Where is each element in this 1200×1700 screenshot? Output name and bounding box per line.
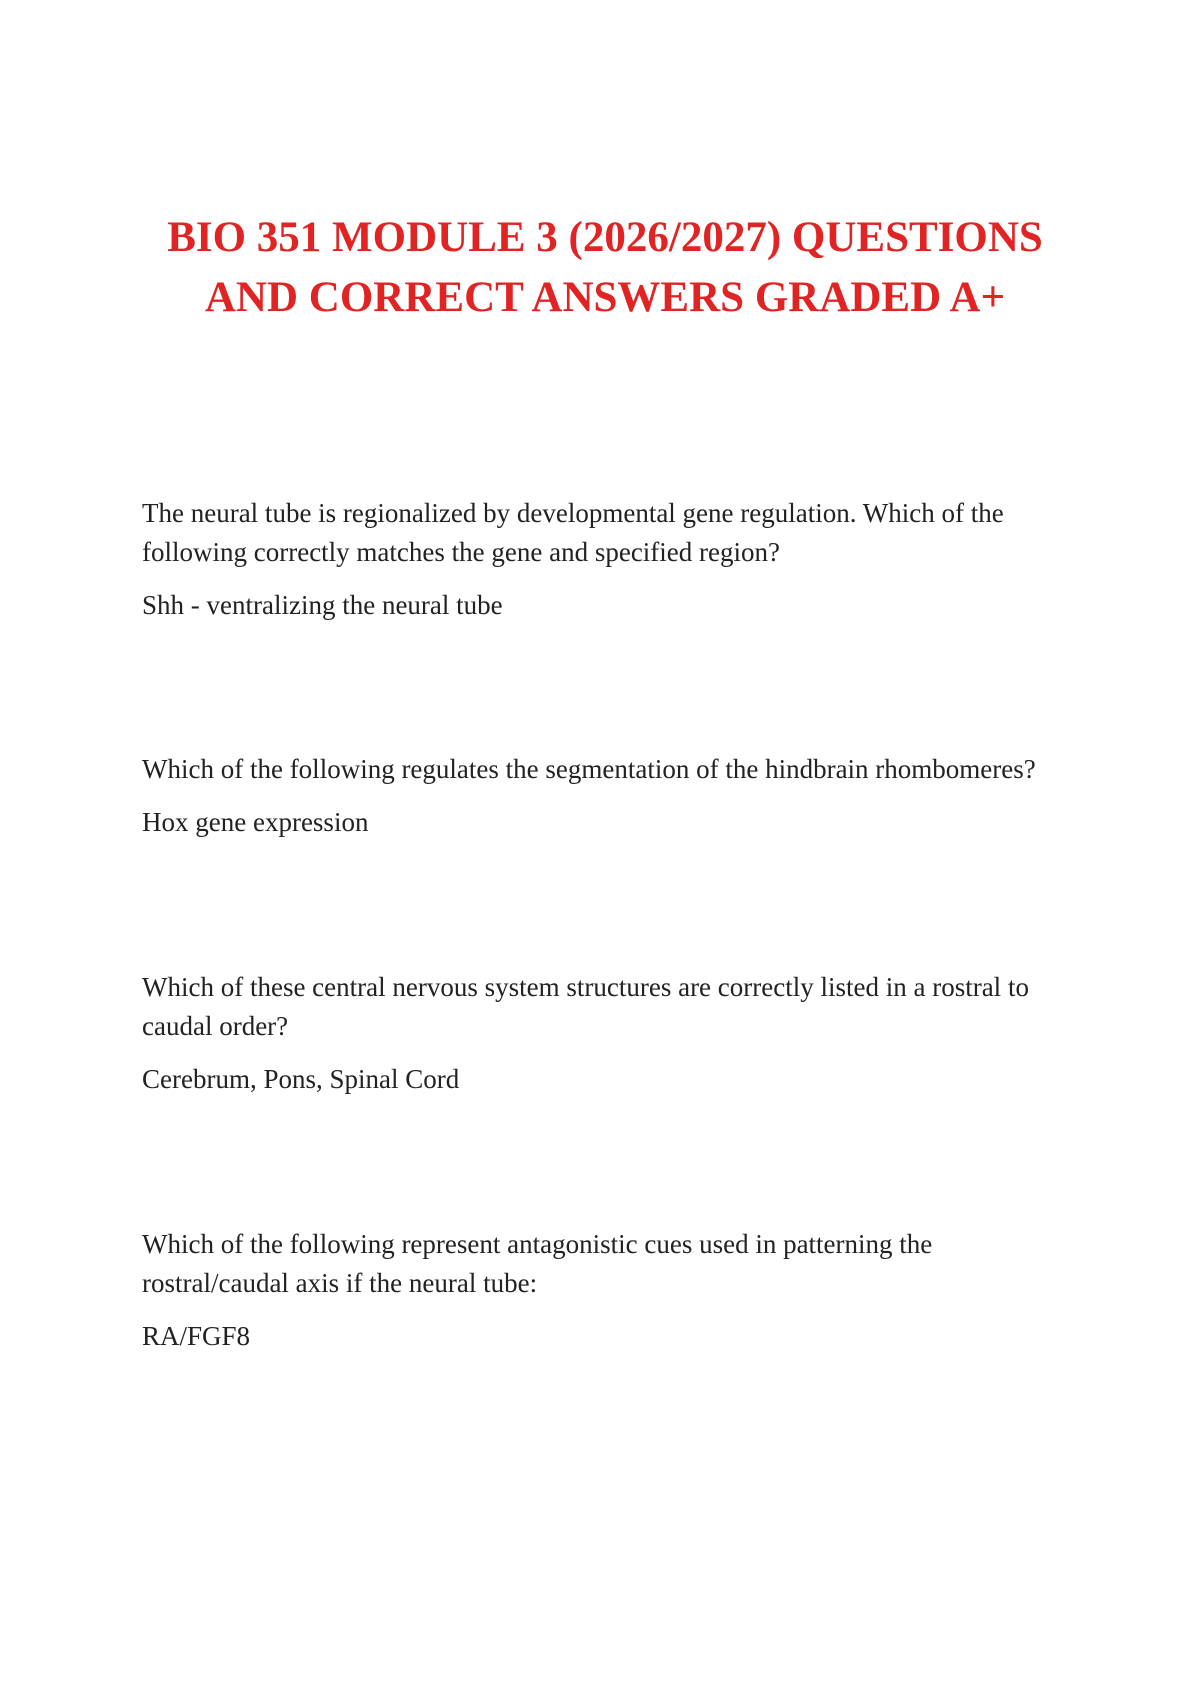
answer-text: Hox gene expression (142, 807, 369, 837)
title-line-1: BIO 351 MODULE 3 (2026/2027) QUESTIONS (167, 214, 1043, 261)
question-text: Which of the following regulates the segmentation of the hindbrain rhombomeres? (142, 754, 1036, 784)
answer-text: Shh - ventralizing the neural tube (142, 590, 503, 620)
qa-item-2 (142, 750, 1072, 842)
qa-item-4 (142, 1225, 1072, 1356)
qa-item-1 (142, 494, 1072, 625)
title-line-2: AND CORRECT ANSWERS GRADED A+ (204, 274, 1006, 321)
question-text: The neural tube is regionalized by developmental gene regulation. Which of the following correctly matches the gene and specified region? (142, 498, 1004, 567)
qa-item-3 (142, 968, 1072, 1099)
answer-text: Cerebrum, Pons, Spinal Cord (142, 1064, 460, 1094)
answer-text: RA/FGF8 (142, 1321, 251, 1351)
question-text: Which of the following represent antagonistic cues used in patterning the rostral/caudal axis if the neural tube: (142, 1229, 933, 1298)
document-title (110, 208, 1100, 328)
question-text: Which of these central nervous system structures are correctly listed in a rostral to caudal order? (142, 972, 1029, 1041)
